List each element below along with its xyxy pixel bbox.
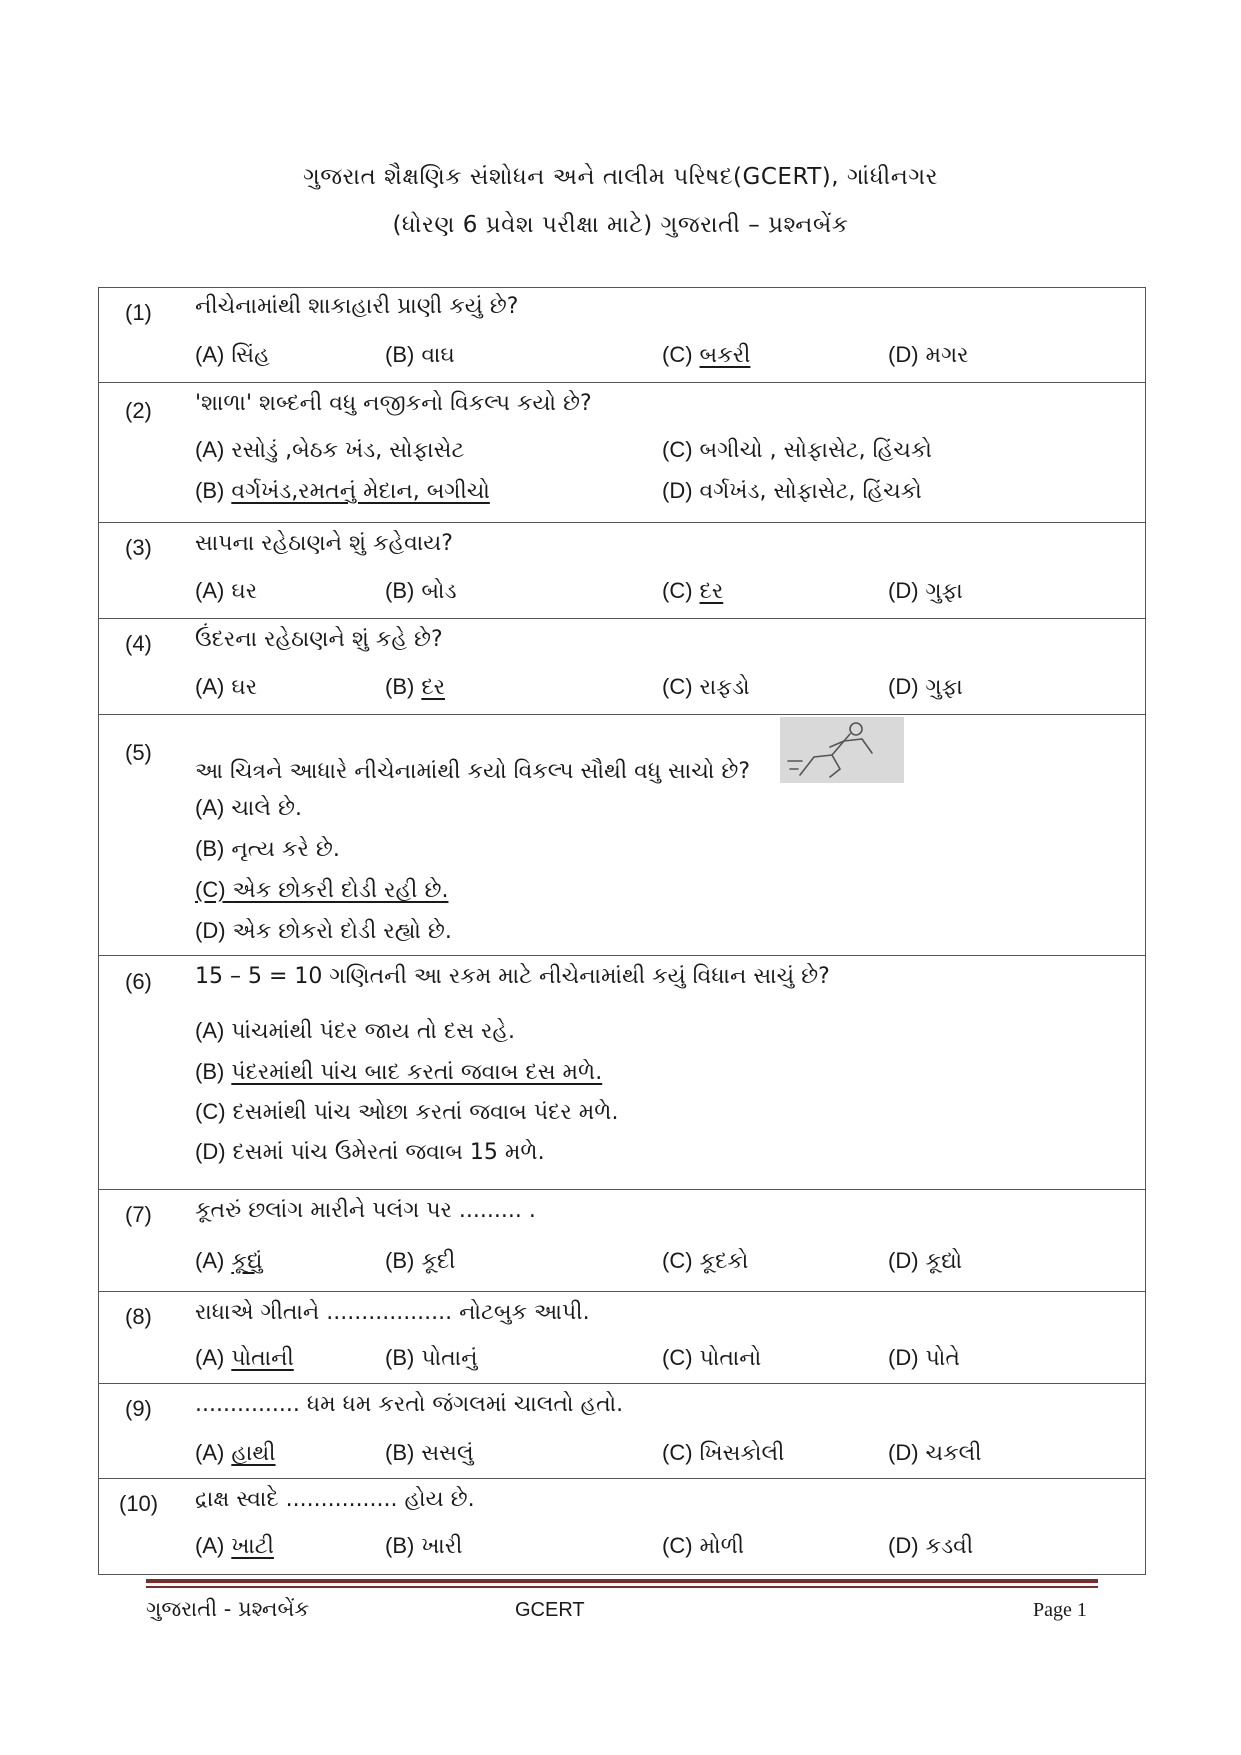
option-b: (B) પંદરમાંથી પાંચ બાદ કરતાં જવાબ દસ મળે. — [195, 1059, 603, 1085]
footer-rule-thin — [146, 1586, 1098, 1588]
option-a: (A) ખાટી — [195, 1533, 274, 1559]
question-number: (3) — [125, 535, 152, 560]
option-b: (B) બોડ — [385, 578, 457, 604]
question-text: દ્રાક્ષ સ્વાદે ................ હોય છે. — [195, 1487, 475, 1512]
question-text: 15 – 5 = 10 ગણિતની આ રકમ માટે નીચેનામાંથી કયું વિધાન સાચું છે? — [195, 964, 830, 989]
question-text: આ ચિત્રને આધારે નીચેનામાંથી કયો વિકલ્પ સૌથી વધુ સાચો છે? — [195, 759, 751, 784]
question-number: (10) — [119, 1491, 159, 1516]
question-text: રાધાએ ગીતાને .................. નોટબુક આપી. — [195, 1300, 590, 1325]
option-c: (C) દસમાંથી પાંચ ઓછા કરતાં જવાબ પંદર મળે. — [195, 1099, 619, 1125]
option-a: (A) સિંહ — [195, 342, 270, 368]
option-d: (D) ગુફા — [888, 674, 963, 700]
question-8 — [99, 1292, 1146, 1384]
option-c: (C) ખિસકોલી — [662, 1440, 785, 1466]
question-text: 'શાળા' શબ્દની વધુ નજીકનો વિકલ્પ કયો છે? — [195, 391, 592, 416]
question-4 — [99, 619, 1146, 715]
question-text: કૂતરું છલાંગ મારીને પલંગ પર ......... . — [195, 1198, 536, 1223]
question-10 — [99, 1479, 1146, 1575]
option-c: (C) બકરી — [662, 342, 751, 368]
option-b: (B) પોતાનું — [385, 1345, 478, 1371]
question-number: (2) — [125, 398, 152, 423]
option-d: (D) વર્ગખંડ, સોફાસેટ, હિંચકો — [662, 478, 922, 504]
question-text: ઉંદરના રહેઠાણને શું કહે છે? — [195, 627, 443, 652]
question-table — [98, 287, 1146, 1575]
question-1 — [99, 288, 1146, 383]
question-2 — [99, 383, 1146, 523]
option-b: (B) વર્ગખંડ,રમતનું મેદાન, બગીચો — [195, 478, 490, 504]
option-a: (A) હાથી — [195, 1440, 276, 1466]
option-b: (B) નૃત્ય કરે છે. — [195, 836, 340, 862]
option-a: (A) ઘર — [195, 674, 258, 700]
question-5 — [99, 715, 1146, 956]
footer-subject: ગુજરાતી - પ્રશ્નબેંક — [146, 1597, 310, 1621]
page-number: Page 1 — [1033, 1599, 1087, 1621]
option-c: (C) પોતાનો — [662, 1345, 762, 1371]
question-number: (7) — [125, 1202, 152, 1227]
option-a: (A) પાંચમાંથી પંદર જાય તો દસ રહે. — [195, 1018, 516, 1044]
option-a: (A) રસોડું ,બેઠક ખંડ, સોફાસેટ — [195, 437, 465, 463]
running-figure-image — [780, 717, 904, 783]
question-number: (8) — [125, 1304, 152, 1329]
option-c: (C) કૂદકો — [662, 1248, 749, 1274]
question-text: સાપના રહેઠાણને શું કહેવાય? — [195, 531, 453, 556]
option-c: (C) મોળી — [662, 1533, 745, 1559]
question-text: નીચેનામાંથી શાકાહારી પ્રાણી કયું છે? — [195, 294, 519, 319]
option-a: (A) ચાલે છે. — [195, 795, 302, 821]
footer-org: GCERT — [515, 1599, 585, 1621]
option-a: (A) ઘર — [195, 578, 258, 604]
option-c: (C) બગીચો , સોફાસેટ, હિંચકો — [662, 437, 932, 463]
question-6 — [99, 956, 1146, 1190]
option-d: (D) પોતે — [888, 1345, 960, 1371]
question-number: (4) — [125, 631, 152, 656]
option-a: (A) પોતાની — [195, 1345, 294, 1371]
option-b: (B) ખારી — [385, 1533, 463, 1559]
question-number: (6) — [125, 969, 152, 994]
option-c: (C) રાફડો — [662, 674, 750, 700]
option-b: (B) સસલું — [385, 1440, 474, 1466]
option-c: (C) દર — [662, 578, 724, 604]
option-d: (D) દસમાં પાંચ ઉમેરતાં જવાબ 15 મળે. — [195, 1139, 545, 1165]
option-d: (D) કૂદ્યો — [888, 1248, 963, 1274]
option-a: (A) કૂદ્યું — [195, 1248, 263, 1274]
option-d: (D) ગુફા — [888, 578, 963, 604]
question-text: ............... ધમ ધમ કરતો જંગલમાં ચાલતો હતો. — [195, 1392, 624, 1417]
footer-rule-thick — [146, 1579, 1098, 1583]
question-7 — [99, 1190, 1146, 1292]
question-9 — [99, 1384, 1146, 1479]
option-d: (D) મગર — [888, 342, 969, 368]
header-subtitle: (ધોરણ 6 પ્રવેશ પરીક્ષા માટે) ગુજરાતી – પ્રશ્નબેંક — [392, 212, 849, 238]
option-b: (B) કૂદી — [385, 1248, 456, 1274]
option-d: (D) કડવી — [888, 1533, 974, 1559]
option-c: (C) એક છોકરી દોડી રહી છે. — [195, 877, 449, 903]
option-b: (B) વાઘ — [385, 342, 455, 368]
option-d: (D) ચકલી — [888, 1440, 982, 1466]
stick-figure-icon — [780, 717, 904, 783]
question-3 — [99, 523, 1146, 619]
option-b: (B) દર — [385, 674, 446, 700]
option-d: (D) એક છોકરો દોડી રહ્યો છે. — [195, 918, 452, 944]
question-number: (1) — [125, 300, 152, 325]
header-title: ગુજરાત શૈક્ષણિક સંશોધન અને તાલીમ પરિષદ(GCERT), ગાંધીનગર — [302, 164, 939, 190]
question-number: (9) — [125, 1396, 152, 1421]
question-number: (5) — [125, 740, 152, 765]
